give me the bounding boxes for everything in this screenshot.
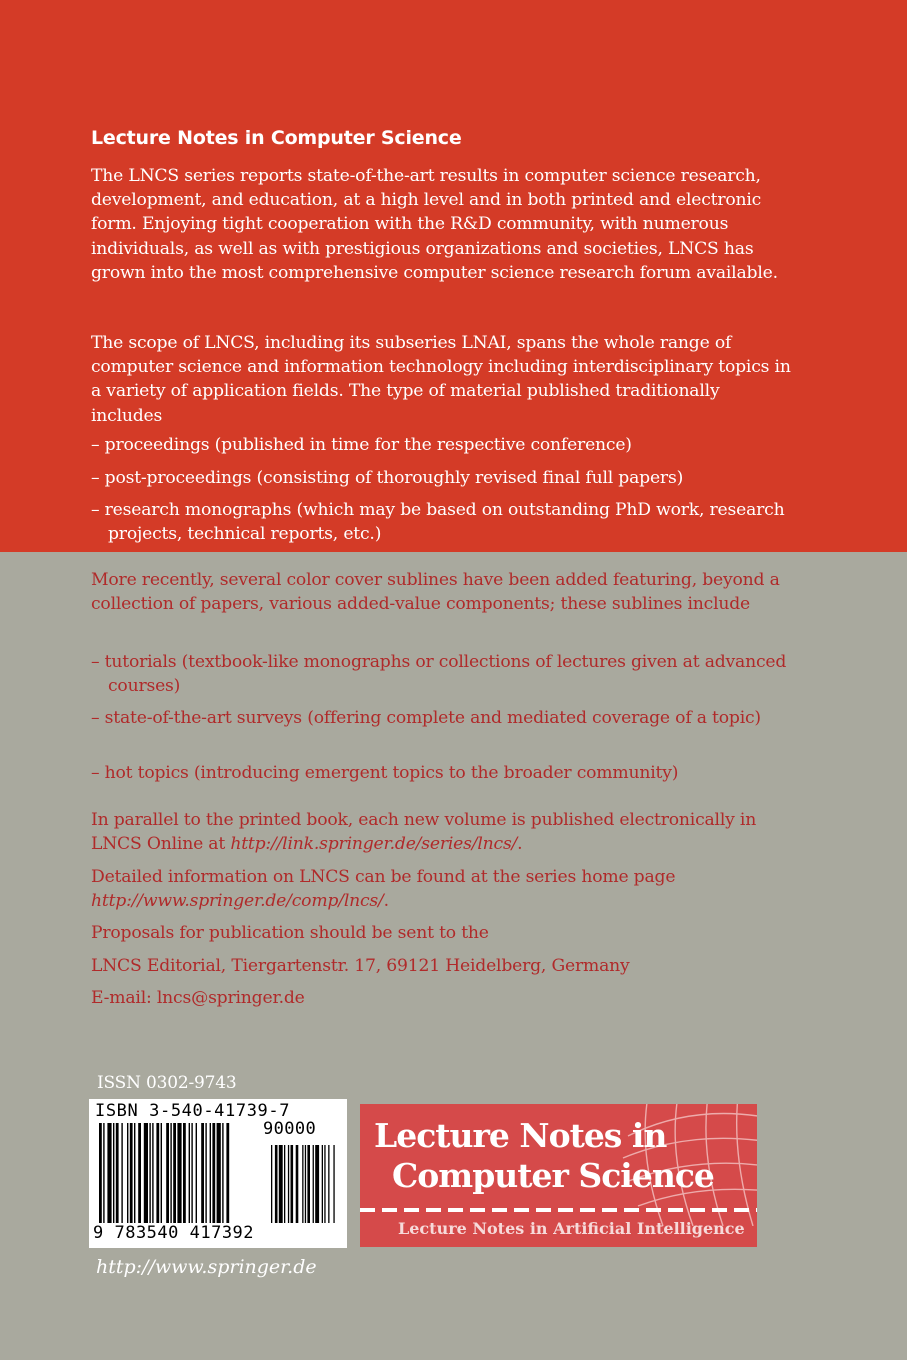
addon-bar xyxy=(288,1145,289,1223)
material-bullet-3 xyxy=(91,498,791,546)
logo-divider xyxy=(360,1208,757,1212)
logo-title-line-2: Computer Science xyxy=(392,1156,714,1195)
barcode-bar xyxy=(156,1123,159,1223)
barcode-bar xyxy=(107,1123,111,1223)
material-bullet-2 xyxy=(91,466,791,490)
addon-bar xyxy=(313,1145,314,1223)
detailed-paragraph xyxy=(91,865,791,913)
parallel-paragraph xyxy=(91,808,791,856)
barcode-bar xyxy=(222,1123,223,1223)
series-home-link[interactable]: http://www.springer.de/comp/lncs/ xyxy=(91,891,384,912)
series-logo xyxy=(360,1104,757,1247)
addon-bar xyxy=(271,1145,272,1223)
subline-bullet-1 xyxy=(91,650,791,698)
barcode-bar xyxy=(103,1123,104,1223)
sublines-paragraph: More recently, several color cover sublines have been added featuring, beyond a collection of papers, various added-value components; these sublines include xyxy=(91,570,780,615)
barcode-bar xyxy=(226,1123,229,1223)
barcode-bar xyxy=(210,1123,211,1223)
barcode-bar xyxy=(173,1123,176,1223)
detailed-text: Detailed information on LNCS can be found at the series home page xyxy=(91,867,676,887)
parallel-text: In parallel to the printed book, each new volume is published electronically in LNCS Online at xyxy=(91,810,757,855)
barcode-bar xyxy=(183,1123,186,1223)
subline-bullet-2 xyxy=(91,706,791,730)
barcode-bar xyxy=(138,1123,141,1223)
barcode-bar xyxy=(113,1123,114,1223)
parallel-end: . xyxy=(517,834,523,855)
addon-bar xyxy=(328,1145,329,1223)
addon-bar xyxy=(307,1145,310,1223)
detailed-end: . xyxy=(383,891,389,912)
logo-subseries: Lecture Notes in Artificial Intelligence xyxy=(398,1219,745,1238)
addon-bar xyxy=(302,1145,303,1223)
barcode-bar xyxy=(212,1123,215,1223)
addon-bar xyxy=(324,1145,325,1223)
barcode-bar xyxy=(152,1123,153,1223)
bullet-text: – proceedings (published in time for the respective conference) xyxy=(91,435,632,455)
barcode-bar xyxy=(134,1123,135,1223)
addon-bar xyxy=(305,1145,306,1223)
scope-paragraph: The scope of LNCS, including its subseries LNAI, spans the whole range of computer science and information technology including interdisciplinary topics in a variety of application fields. The type of material published traditionally includes xyxy=(91,333,791,426)
bullet-text: – state-of-the-art surveys (offering complete and mediated coverage of a topic) xyxy=(91,708,761,728)
issn-label: ISSN 0302-9743 xyxy=(97,1073,237,1093)
barcode-bar xyxy=(127,1123,128,1223)
barcode-bar xyxy=(177,1123,181,1223)
addon-bar xyxy=(279,1145,283,1223)
addon-bar xyxy=(284,1145,285,1223)
barcode-bar xyxy=(116,1123,119,1223)
barcode-bar xyxy=(166,1123,169,1223)
barcode-bar xyxy=(196,1123,197,1223)
bullet-text: – research monographs (which may be based on outstanding PhD work, research projects, technical reports, etc.) xyxy=(91,500,785,545)
addon-bar xyxy=(322,1145,323,1223)
barcode-bar xyxy=(121,1123,122,1223)
logo-title-line-1: Lecture Notes in xyxy=(374,1116,667,1155)
barcode-bar xyxy=(161,1123,162,1223)
addon-bar xyxy=(296,1145,299,1223)
address-text: LNCS Editorial, Tiergartenstr. 17, 69121 Heidelberg, Germany xyxy=(91,956,630,976)
bullet-text: – post-proceedings (consisting of thoroughly revised final full papers) xyxy=(91,468,684,488)
addon-bar xyxy=(315,1145,319,1223)
intro-paragraph: The LNCS series reports state-of-the-art results in computer science research, development, and education, at a high level and in both printed and electronic form. Enjoying tight cooperation with the R&D community, with numerous individuals, as well as with prestigious organizations and societies, LNCS has grown into the most comprehensive computer science research forum available. xyxy=(91,166,778,283)
price-addon-text: 90000 xyxy=(263,1119,317,1139)
series-title: Lecture Notes in Computer Science xyxy=(91,127,462,149)
isbn-text: ISBN 3-540-41739-7 xyxy=(95,1101,291,1121)
barcode-bar xyxy=(189,1123,190,1223)
barcode-label xyxy=(89,1099,347,1248)
subline-bullet-3 xyxy=(91,761,791,785)
barcode-bar xyxy=(130,1123,133,1223)
barcode-bar xyxy=(170,1123,171,1223)
barcode-bar xyxy=(99,1123,102,1223)
proposals-text: Proposals for publication should be sent to the xyxy=(91,923,489,943)
barcode-number: 9 783540 417392 xyxy=(93,1223,255,1243)
publisher-link[interactable]: http://www.springer.de xyxy=(96,1256,317,1278)
barcode-bar xyxy=(205,1123,206,1223)
addon-bar xyxy=(275,1145,278,1223)
addon-bar xyxy=(291,1145,294,1223)
barcode-bar xyxy=(149,1123,150,1223)
bullet-text: – tutorials (textbook-like monographs or collections of lectures given at advanced courses) xyxy=(91,652,787,697)
barcode-bar xyxy=(201,1123,204,1223)
barcode-bar xyxy=(217,1123,221,1223)
bullet-text: – hot topics (introducing emergent topics to the broader community) xyxy=(91,763,679,783)
material-bullet-1 xyxy=(91,433,791,457)
barcode-bars xyxy=(99,1123,339,1223)
barcode-bar xyxy=(144,1123,148,1223)
addon-bar xyxy=(333,1145,334,1223)
lncs-online-link[interactable]: http://link.springer.de/series/lncs/ xyxy=(230,834,518,855)
red-panel xyxy=(0,0,907,552)
barcode-bar xyxy=(191,1123,192,1223)
email-text: E-mail: lncs@springer.de xyxy=(91,988,305,1008)
